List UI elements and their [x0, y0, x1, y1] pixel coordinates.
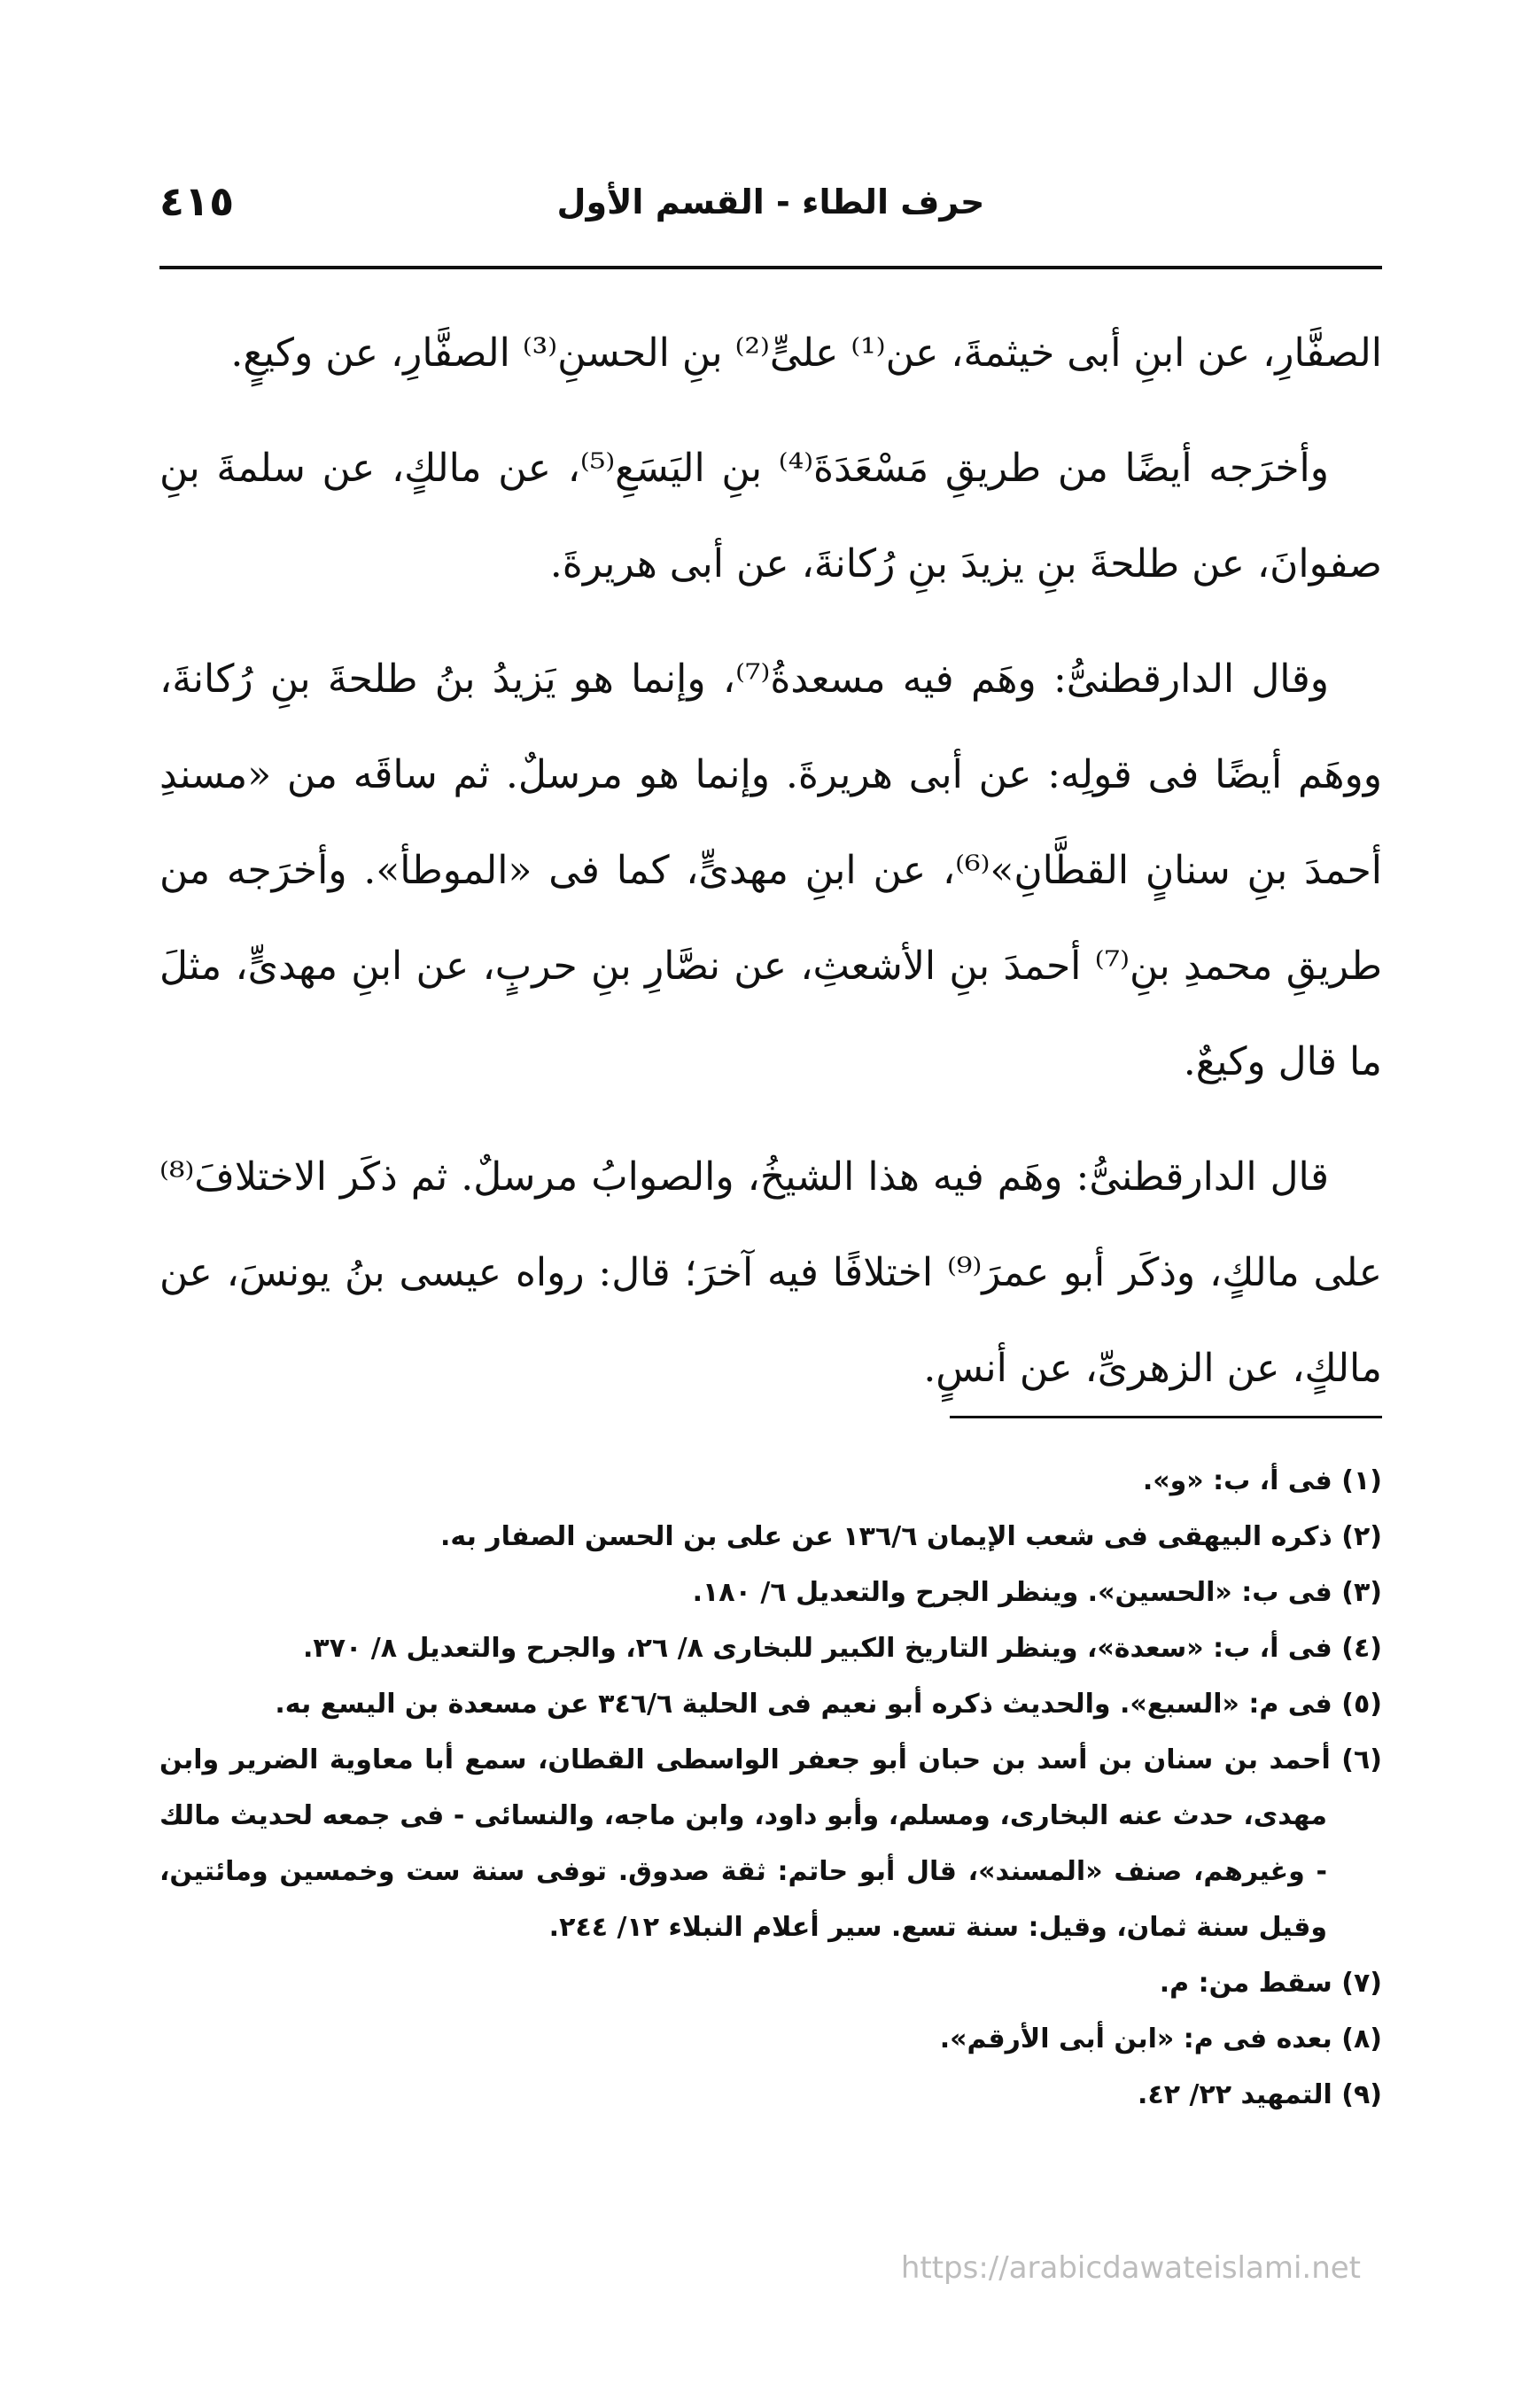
footnote: (٩) التمهيد ٢٢/ ٤٢.	[1138, 2079, 1382, 2110]
watermark-url: https://arabicdawateislami.net	[900, 2250, 1361, 2286]
footnotes	[159, 1453, 1382, 2123]
footnote: (٧) سقط من: م.	[1159, 1968, 1382, 1999]
page-number: ٤١٥	[159, 177, 235, 225]
footnote: (٨) بعده فى م: «ابن أبى الأرقم».	[939, 2023, 1382, 2055]
footnote-divider	[950, 1416, 1382, 1418]
footnote: (١) فى أ، ب: «و».	[1142, 1465, 1382, 1496]
main-text	[159, 306, 1382, 1436]
paragraph: قال الدارقطنىُّ: وهَم فيه هذا الشيخُ، والصوابُ مرسلٌ. ثم ذكَر الاختلافَ⁽⁸⁾ على مالكٍ، وذكَر أبو عمرَ⁽⁹⁾ اختلافًا فيه آخرَ؛ قال: رواه عيسى بنُ يونسَ، عن مالكٍ، عن الزهرىِّ، عن أنسٍ.	[159, 1154, 1382, 1391]
running-title: حرف الطاء - القسم الأول	[556, 183, 985, 221]
paragraph: وأخرَجه أيضًا من طريقِ مَسْعَدَةَ⁽⁴⁾ بنِ اليَسَعِ⁽⁵⁾، عن مالكٍ، عن سلمةَ بنِ صفوانَ، عن طلحةَ بنِ يزيدَ بنِ رُكانةَ، عن أبى هريرةَ.	[159, 446, 1382, 586]
footnote: (٦) أحمد بن سنان بن أسد بن حبان أبو جعفر الواسطى القطان، سمع أبا معاوية الضرير وابن مهدى، حدث عنه البخارى، ومسلم، وأبو داود، وابن ماجه، والنسائى - فى جمعه لحديث مالك - وغيرهم، صنف «المسند»، قال أبو حاتم: ثقة صدوق. توفى سنة ست وخمسين ومائتين، وقيل سنة ثمان، وقيل: سنة تسع. سير أعلام النبلاء ١٢/ ٢٤٤.	[159, 1744, 1382, 1943]
footnote: (٥) فى م: «السبع». والحديث ذكره أبو نعيم فى الحلية ٣٤٦/٦ عن مسعدة بن اليسع به.	[275, 1689, 1382, 1720]
footnote: (٣) فى ب: «الحسين». وينظر الجرح والتعديل ٦/ ١٨٠.	[692, 1577, 1382, 1608]
footnote: (٢) ذكره البيهقى فى شعب الإيمان ١٣٦/٦ عن على بن الحسن الصفار به.	[440, 1521, 1382, 1552]
page-header	[159, 177, 1382, 239]
paragraph: الصفَّارِ، عن ابنِ أبى خيثمةَ، عن⁽¹⁾ علىٍّ⁽²⁾ بنِ الحسنِ⁽³⁾ الصفَّارِ، عن وكيعٍ.	[230, 330, 1382, 376]
paragraph: وقال الدارقطنىُّ: وهَم فيه مسعدةُ⁽⁷⁾، وإنما هو يَزيدُ بنُ طلحةَ بنِ رُكانةَ، ووهَم أيضًا فى قولِه: عن أبى هريرةَ. وإنما هو مرسلٌ. ثم ساقَه من «مسندِ أحمدَ بنِ سنانٍ القطَّانِ»⁽⁶⁾، عن ابنِ مهدىٍّ، كما فى «الموطأ». وأخرَجه من طريقِ محمدِ بنِ⁽⁷⁾ أحمدَ بنِ الأشعثِ، عن نصَّارِ بنِ حربٍ، عن ابنِ مهدىٍّ، مثلَ ما قال وكيعٌ.	[159, 656, 1383, 1084]
footnote: (٤) فى أ، ب: «سعدة»، وينظر التاريخ الكبير للبخارى ٨/ ٢٦، والجرح والتعديل ٨/ ٣٧٠.	[303, 1633, 1382, 1664]
header-divider	[159, 266, 1382, 269]
